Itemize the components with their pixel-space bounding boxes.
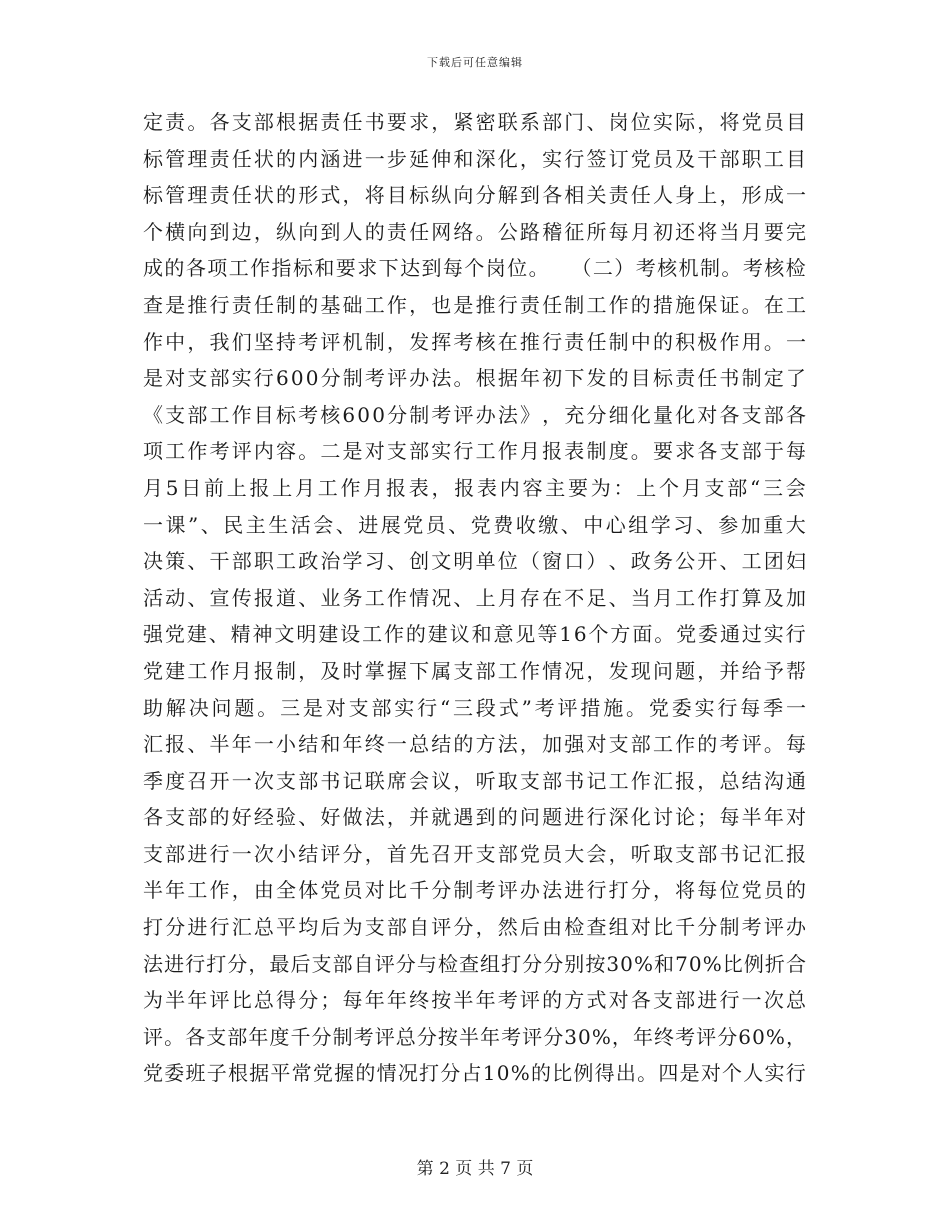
text-line: 个 横 向 到 边 ， 纵 向 到 人 的 责 任 网 络 。 公 路 稽 征 所 每 月 初 还 将 当 月 要 完 <box>143 219 807 244</box>
text-line: 标 管 理 责 任 状 的 内 涵 进 一 步 延 伸 和 深 化 ， 实 行 签 订 党 员 及 干 部 职 工 目 <box>143 146 807 171</box>
page-number-label: 第 2 页 共 7 页 <box>416 1159 534 1179</box>
text-line: 汇 报 、 半 年 一 小 结 和 年 终 一 总 结 的 方 法 ， 加 强 对 支 部 工 作 的 考 评 。 每 <box>143 732 807 757</box>
text-line: 助 解 决 问 题 。 三 是 对 支 部 实 行 “ 三 段 式 ” 考 评 措 施 。 党 委 实 行 每 季 一 <box>143 695 807 720</box>
text-line: 活 动 、 宣 传 报 道 、 业 务 工 作 情 况 、 上 月 存 在 不 足 、 当 月 工 作 打 算 及 加 <box>143 585 807 610</box>
text-line: 强 党 建 、 精 神 文 明 建 设 工 作 的 建 议 和 意 见 等 1 6 个 方 面 。 党 委 通 过 实 行 <box>143 622 807 647</box>
page-footer <box>0 1154 950 1179</box>
document-body <box>143 104 807 1092</box>
text-line: 为 半 年 评 比 总 得 分 ； 每 年 年 终 按 半 年 考 评 的 方 式 对 各 支 部 进 行 一 次 总 <box>143 988 807 1013</box>
text-line: 党 建 工 作 月 报 制 ， 及 时 掌 握 下 属 支 部 工 作 情 况 ， 发 现 问 题 ， 并 给 予 帮 <box>143 658 807 683</box>
text-line: 定 责 。 各 支 部 根 据 责 任 书 要 求 ， 紧 密 联 系 部 门 、 岗 位 实 际 ， 将 党 员 目 <box>143 110 807 134</box>
text-line: 一 课 ” 、 民 主 生 活 会 、 进 展 党 员 、 党 费 收 缴 、 中 心 组 学 习 、 参 加 重 大 <box>143 512 807 537</box>
text-line: 成 的 各 项 工 作 指 标 和 要 求 下 达 到 每 个 岗 位 。 （ 二 ） 考 核 机 制 。 考 核 检 <box>143 256 807 281</box>
text-line: 法 进 行 打 分 ， 最 后 支 部 自 评 分 与 检 查 组 打 分 分 别 按 3 0 % 和 7 0 % 比 例 折 合 <box>143 951 807 976</box>
text-line: 月 5 日 前 上 报 上 月 工 作 月 报 表 ， 报 表 内 容 主 要 为 ： 上 个 月 支 部 “ 三 会 <box>143 475 807 500</box>
text-line: 标 管 理 责 任 状 的 形 式 ， 将 目 标 纵 向 分 解 到 各 相 关 责 任 人 身 上 ， 形 成 一 <box>143 183 807 208</box>
text-line: 项 工 作 考 评 内 容 。 二 是 对 支 部 实 行 工 作 月 报 表 制 度 。 要 求 各 支 部 于 每 <box>143 439 807 464</box>
text-line: 党 委 班 子 根 据 平 常 党 握 的 情 况 打 分 占 1 0 % 的 比 例 得 出 。 四 是 对 个 人 实 行 <box>143 1061 807 1086</box>
text-line: 决 策 、 干 部 职 工 政 治 学 习 、 创 文 明 单 位 （ 窗 口 ） 、 政 务 公 开 、 工 团 妇 <box>143 549 807 574</box>
text-line: 打 分 进 行 汇 总 平 均 后 为 支 部 自 评 分 ， 然 后 由 检 查 组 对 比 千 分 制 考 评 办 <box>143 915 807 940</box>
text-line: 评 。 各 支 部 年 度 千 分 制 考 评 总 分 按 半 年 考 评 分 3 0 % ， 年 终 考 评 分 6 0 % ， <box>143 1024 807 1049</box>
header-note: 下载后可任意编辑 <box>427 56 523 69</box>
text-line: 季 度 召 开 一 次 支 部 书 记 联 席 会 议 ， 听 取 支 部 书 记 工 作 汇 报 ， 总 结 沟 通 <box>143 768 807 793</box>
text-line: 各 支 部 的 好 经 验 、 好 做 法 ， 并 就 遇 到 的 问 题 进 行 深 化 讨 论 ； 每 半 年 对 <box>143 805 807 830</box>
text-line: 是 对 支 部 实 行 6 0 0 分 制 考 评 办 法 。 根 据 年 初 下 发 的 目 标 责 任 书 制 定 了 <box>143 366 807 391</box>
text-line: 查 是 推 行 责 任 制 的 基 础 工 作 ， 也 是 推 行 责 任 制 工 作 的 措 施 保 证 。 在 工 <box>143 292 807 317</box>
text-line: 作 中 ， 我 们 坚 持 考 评 机 制 ， 发 挥 考 核 在 推 行 责 任 制 中 的 积 极 作 用 。 一 <box>143 329 807 354</box>
text-line: 《 支 部 工 作 目 标 考 核 6 0 0 分 制 考 评 办 法 》 ， 充 分 细 化 量 化 对 各 支 部 各 <box>143 402 807 427</box>
text-line: 半 年 工 作 ， 由 全 体 党 员 对 比 千 分 制 考 评 办 法 进 行 打 分 ， 将 每 位 党 员 的 <box>143 878 807 903</box>
text-line: 支 部 进 行 一 次 小 结 评 分 ， 首 先 召 开 支 部 党 员 大 会 ， 听 取 支 部 书 记 汇 报 <box>143 841 807 866</box>
